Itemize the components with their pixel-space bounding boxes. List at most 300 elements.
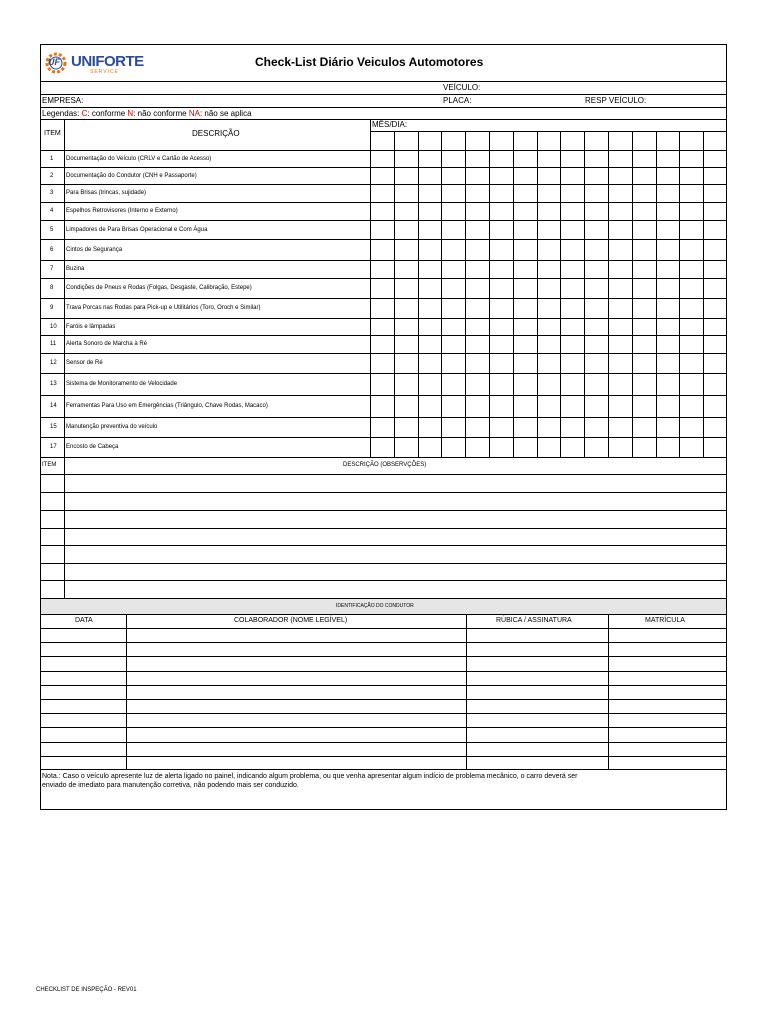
checklist-cell[interactable] bbox=[513, 184, 537, 202]
checklist-cell[interactable] bbox=[370, 353, 394, 373]
driver-entry-row[interactable] bbox=[41, 671, 726, 685]
checklist-cell[interactable] bbox=[679, 373, 703, 395]
checklist-cell[interactable] bbox=[679, 239, 703, 260]
checklist-cell[interactable] bbox=[513, 318, 537, 335]
checklist-item-description: Sistema de Monitoramento de Velocidade bbox=[66, 381, 178, 387]
checklist-cell[interactable] bbox=[394, 318, 418, 335]
checklist-cell[interactable] bbox=[441, 260, 465, 278]
driver-entry-row[interactable] bbox=[41, 742, 726, 756]
checklist-cell[interactable] bbox=[537, 335, 561, 353]
checklist-cell[interactable] bbox=[489, 373, 513, 395]
checklist-cell[interactable] bbox=[441, 298, 465, 318]
checklist-cell[interactable] bbox=[656, 220, 680, 239]
checklist-cell[interactable] bbox=[632, 239, 656, 260]
checklist-cell[interactable] bbox=[465, 167, 489, 184]
note-top bbox=[40, 769, 727, 770]
checklist-cell[interactable] bbox=[394, 278, 418, 298]
checklist-cell[interactable] bbox=[584, 335, 608, 353]
checklist-cell[interactable] bbox=[656, 150, 680, 167]
checklist-cell[interactable] bbox=[513, 417, 537, 437]
checklist-cell[interactable] bbox=[513, 395, 537, 417]
checklist-cell[interactable] bbox=[632, 437, 656, 457]
checklist-item-number: 2 bbox=[50, 172, 54, 179]
checklist-cell[interactable] bbox=[679, 220, 703, 239]
checklist-day-col-line bbox=[608, 131, 609, 457]
checklist-cell[interactable] bbox=[465, 278, 489, 298]
checklist-cell[interactable] bbox=[560, 353, 584, 373]
checklist-cell[interactable] bbox=[632, 260, 656, 278]
checklist-cell[interactable] bbox=[537, 395, 561, 417]
checklist-cell[interactable] bbox=[513, 220, 537, 239]
checklist-cell[interactable] bbox=[703, 373, 727, 395]
checklist-cell[interactable] bbox=[441, 318, 465, 335]
checklist-cell[interactable] bbox=[489, 184, 513, 202]
checklist-cell[interactable] bbox=[679, 417, 703, 437]
checklist-cell[interactable] bbox=[537, 202, 561, 220]
checklist-cell[interactable] bbox=[608, 417, 632, 437]
checklist-cell[interactable] bbox=[608, 150, 632, 167]
driver-entry-row[interactable] bbox=[41, 727, 726, 741]
checklist-cell[interactable] bbox=[537, 184, 561, 202]
checklist-cell[interactable] bbox=[513, 167, 537, 184]
checklist-item-description: Espelhos Retrovisores (Interno e Externo) bbox=[66, 208, 178, 214]
checklist-cell[interactable] bbox=[703, 167, 727, 184]
checklist-cell[interactable] bbox=[394, 417, 418, 437]
checklist-item-description: Ferramentas Para Uso em Emergências (Triângulo, Chave Rodas, Macaco) bbox=[66, 403, 268, 409]
obs-entry-field[interactable] bbox=[65, 545, 726, 563]
checklist-cell[interactable] bbox=[441, 167, 465, 184]
checklist-cell[interactable] bbox=[465, 437, 489, 457]
checklist-cell[interactable] bbox=[632, 220, 656, 239]
checklist-cell[interactable] bbox=[584, 373, 608, 395]
placa-label: PLACA: bbox=[443, 96, 472, 105]
obs-desc-header: DESCRIÇÃO (OBSERVÇÕES) bbox=[343, 462, 427, 468]
checklist-day-col-line bbox=[703, 131, 704, 457]
checklist-cell[interactable] bbox=[656, 260, 680, 278]
checklist-cell[interactable] bbox=[679, 184, 703, 202]
checklist-item-description: Documentação do Condutor (CNH e Passaporte) bbox=[66, 172, 197, 179]
checklist-cell[interactable] bbox=[608, 167, 632, 184]
checklist-cell[interactable] bbox=[489, 417, 513, 437]
checklist-cell[interactable] bbox=[465, 373, 489, 395]
checklist-cell[interactable] bbox=[703, 202, 727, 220]
checklist-cell[interactable] bbox=[703, 260, 727, 278]
checklist-cell[interactable] bbox=[465, 239, 489, 260]
checklist-cell[interactable] bbox=[418, 167, 442, 184]
obs-entry-field[interactable] bbox=[65, 492, 726, 510]
checklist-cell[interactable] bbox=[394, 260, 418, 278]
checklist-cell[interactable] bbox=[370, 373, 394, 395]
checklist-cell[interactable] bbox=[679, 437, 703, 457]
checklist-cell[interactable] bbox=[703, 437, 727, 457]
checklist-cell[interactable] bbox=[537, 239, 561, 260]
checklist-cell[interactable] bbox=[560, 298, 584, 318]
checklist-cell[interactable] bbox=[418, 278, 442, 298]
checklist-cell[interactable] bbox=[608, 353, 632, 373]
checklist-cell[interactable] bbox=[608, 184, 632, 202]
driver-entry-row[interactable] bbox=[41, 685, 726, 699]
checklist-cell[interactable] bbox=[370, 184, 394, 202]
checklist-cell[interactable] bbox=[679, 318, 703, 335]
checklist-cell[interactable] bbox=[370, 335, 394, 353]
driver-entry-row[interactable] bbox=[41, 642, 726, 656]
checklist-cell[interactable] bbox=[679, 395, 703, 417]
checklist-cell[interactable] bbox=[656, 335, 680, 353]
checklist-cell[interactable] bbox=[584, 260, 608, 278]
checklist-cell[interactable] bbox=[584, 417, 608, 437]
checklist-cell[interactable] bbox=[513, 373, 537, 395]
obs-entry-field[interactable] bbox=[65, 510, 726, 528]
checklist-cell[interactable] bbox=[703, 150, 727, 167]
checklist-cell[interactable] bbox=[632, 395, 656, 417]
checklist-cell[interactable] bbox=[608, 318, 632, 335]
checklist-cell[interactable] bbox=[370, 417, 394, 437]
checklist-item-description: Documentação do Veículo (CRLV e Cartão de Acesso) bbox=[66, 155, 212, 162]
driver-section-title: IDENTIFICAÇÃO DO CONDUTOR bbox=[336, 603, 414, 609]
checklist-cell[interactable] bbox=[489, 278, 513, 298]
checklist-cell[interactable] bbox=[537, 298, 561, 318]
checklist-cell[interactable] bbox=[418, 395, 442, 417]
checklist-cell[interactable] bbox=[632, 298, 656, 318]
checklist-cell[interactable] bbox=[584, 167, 608, 184]
checklist-cell[interactable] bbox=[608, 278, 632, 298]
checklist-cell[interactable] bbox=[370, 167, 394, 184]
checklist-cell[interactable] bbox=[703, 318, 727, 335]
checklist-cell[interactable] bbox=[537, 437, 561, 457]
checklist-cell[interactable] bbox=[537, 278, 561, 298]
checklist-cell[interactable] bbox=[703, 278, 727, 298]
checklist-cell[interactable] bbox=[394, 202, 418, 220]
checklist-cell[interactable] bbox=[632, 335, 656, 353]
checklist-cell[interactable] bbox=[465, 417, 489, 437]
checklist-cell[interactable] bbox=[441, 417, 465, 437]
checklist-cell[interactable] bbox=[656, 395, 680, 417]
checklist-cell[interactable] bbox=[560, 239, 584, 260]
checklist-cell[interactable] bbox=[489, 239, 513, 260]
checklist-cell[interactable] bbox=[632, 318, 656, 335]
checklist-cell[interactable] bbox=[560, 395, 584, 417]
resp-veiculo-label: RESP VEÍCULO: bbox=[585, 96, 647, 105]
checklist-cell[interactable] bbox=[441, 184, 465, 202]
checklist-cell[interactable] bbox=[703, 220, 727, 239]
checklist-cell[interactable] bbox=[394, 335, 418, 353]
checklist-cell[interactable] bbox=[394, 220, 418, 239]
checklist-cell[interactable] bbox=[418, 184, 442, 202]
checklist-cell[interactable] bbox=[584, 150, 608, 167]
checklist-item-number: 15 bbox=[50, 424, 57, 430]
checklist-cell[interactable] bbox=[489, 335, 513, 353]
checklist-cell[interactable] bbox=[418, 335, 442, 353]
checklist-cell[interactable] bbox=[632, 150, 656, 167]
checklist-cell[interactable] bbox=[584, 278, 608, 298]
checklist-item-description: Faróis e lâmpadas bbox=[66, 323, 116, 330]
checklist-cell[interactable] bbox=[489, 395, 513, 417]
checklist-cell[interactable] bbox=[489, 437, 513, 457]
checklist-cell[interactable] bbox=[465, 298, 489, 318]
checklist-cell[interactable] bbox=[441, 353, 465, 373]
checklist-cell[interactable] bbox=[465, 202, 489, 220]
checklist-day-col-line bbox=[513, 131, 514, 457]
checklist-cell[interactable] bbox=[608, 298, 632, 318]
checklist-cell[interactable] bbox=[465, 150, 489, 167]
checklist-cell[interactable] bbox=[560, 335, 584, 353]
checklist-cell[interactable] bbox=[656, 239, 680, 260]
checklist-cell[interactable] bbox=[703, 184, 727, 202]
checklist-item-number: 5 bbox=[50, 226, 54, 233]
logo-mark: UF bbox=[48, 57, 60, 67]
checklist-cell[interactable] bbox=[370, 260, 394, 278]
checklist-cell[interactable] bbox=[394, 353, 418, 373]
checklist-cell[interactable] bbox=[656, 373, 680, 395]
checklist-cell[interactable] bbox=[370, 202, 394, 220]
checklist-cell[interactable] bbox=[632, 417, 656, 437]
checklist-cell[interactable] bbox=[418, 437, 442, 457]
checklist-cell[interactable] bbox=[370, 437, 394, 457]
checklist-cell[interactable] bbox=[513, 353, 537, 373]
checklist-cell[interactable] bbox=[394, 298, 418, 318]
checklist-cell[interactable] bbox=[537, 220, 561, 239]
checklist-cell[interactable] bbox=[584, 184, 608, 202]
checklist-cell[interactable] bbox=[441, 278, 465, 298]
obs-entry-field[interactable] bbox=[65, 528, 726, 545]
checklist-day-col-line bbox=[679, 131, 680, 457]
checklist-cell[interactable] bbox=[584, 353, 608, 373]
checklist-cell[interactable] bbox=[489, 260, 513, 278]
checklist-cell[interactable] bbox=[679, 167, 703, 184]
checklist-cell[interactable] bbox=[370, 278, 394, 298]
checklist-cell[interactable] bbox=[513, 278, 537, 298]
checklist-cell[interactable] bbox=[394, 184, 418, 202]
checklist-item-description: Trava Porcas nas Rodas para Pick-up e Utilitários (Toro, Oroch e Similar) bbox=[66, 305, 261, 311]
checklist-cell[interactable] bbox=[489, 298, 513, 318]
checklist-cell[interactable] bbox=[584, 437, 608, 457]
checklist-cell[interactable] bbox=[513, 260, 537, 278]
checklist-cell[interactable] bbox=[656, 202, 680, 220]
checklist-cell[interactable] bbox=[632, 184, 656, 202]
checklist-cell[interactable] bbox=[370, 298, 394, 318]
checklist-cell[interactable] bbox=[465, 318, 489, 335]
checklist-cell[interactable] bbox=[608, 437, 632, 457]
checklist-cell[interactable] bbox=[418, 220, 442, 239]
checklist-cell[interactable] bbox=[418, 150, 442, 167]
checklist-cell[interactable] bbox=[513, 202, 537, 220]
checklist-cell[interactable] bbox=[608, 239, 632, 260]
checklist-cell[interactable] bbox=[584, 202, 608, 220]
checklist-cell[interactable] bbox=[489, 318, 513, 335]
checklist-item-number: 13 bbox=[50, 381, 57, 387]
checklist-cell[interactable] bbox=[584, 395, 608, 417]
checklist-item-description: Encosto de Cabeça bbox=[66, 444, 119, 450]
checklist-cell[interactable] bbox=[656, 353, 680, 373]
checklist-cell[interactable] bbox=[584, 239, 608, 260]
checklist-cell[interactable] bbox=[537, 318, 561, 335]
checklist-cell[interactable] bbox=[656, 318, 680, 335]
checklist-cell[interactable] bbox=[656, 417, 680, 437]
checklist-cell[interactable] bbox=[656, 437, 680, 457]
checklist-cell[interactable] bbox=[608, 335, 632, 353]
checklist-cell[interactable] bbox=[465, 353, 489, 373]
driver-entry-row[interactable] bbox=[41, 656, 726, 670]
checklist-cell[interactable] bbox=[679, 335, 703, 353]
checklist-cell[interactable] bbox=[679, 202, 703, 220]
checklist-cell[interactable] bbox=[560, 278, 584, 298]
checklist-cell[interactable] bbox=[632, 373, 656, 395]
checklist-cell[interactable] bbox=[679, 298, 703, 318]
checklist-cell[interactable] bbox=[370, 395, 394, 417]
legend-na-text: : não se aplica bbox=[199, 109, 252, 118]
checklist-cell[interactable] bbox=[465, 220, 489, 239]
obs-entry-field[interactable] bbox=[65, 563, 726, 580]
checklist-item-number: 10 bbox=[50, 323, 57, 330]
checklist-cell[interactable] bbox=[608, 220, 632, 239]
checklist-cell[interactable] bbox=[560, 318, 584, 335]
legend-n-text: : não conforme bbox=[133, 109, 187, 118]
checklist-cell[interactable] bbox=[632, 353, 656, 373]
checklist-cell[interactable] bbox=[560, 184, 584, 202]
checklist-desc-header: DESCRIÇÃO bbox=[192, 129, 240, 138]
checklist-cell[interactable] bbox=[560, 150, 584, 167]
checklist-cell[interactable] bbox=[608, 373, 632, 395]
checklist-cell[interactable] bbox=[394, 167, 418, 184]
checklist-cell[interactable] bbox=[560, 202, 584, 220]
checklist-cell[interactable] bbox=[584, 220, 608, 239]
checklist-cell[interactable] bbox=[489, 202, 513, 220]
checklist-day-col-line bbox=[584, 131, 585, 457]
item-col-line bbox=[64, 119, 65, 457]
checklist-cell[interactable] bbox=[703, 239, 727, 260]
checklist-cell[interactable] bbox=[537, 167, 561, 184]
checklist-item-number: 14 bbox=[50, 403, 57, 409]
checklist-cell[interactable] bbox=[537, 260, 561, 278]
checklist-cell[interactable] bbox=[584, 298, 608, 318]
checklist-cell[interactable] bbox=[465, 395, 489, 417]
checklist-cell[interactable] bbox=[441, 150, 465, 167]
checklist-cell[interactable] bbox=[370, 239, 394, 260]
checklist-cell[interactable] bbox=[632, 202, 656, 220]
obs-entry-field[interactable] bbox=[65, 580, 726, 598]
checklist-cell[interactable] bbox=[394, 239, 418, 260]
legend-c: C bbox=[81, 109, 88, 118]
checklist-cell[interactable] bbox=[418, 353, 442, 373]
checklist-cell[interactable] bbox=[465, 335, 489, 353]
checklist-cell[interactable] bbox=[370, 150, 394, 167]
driver-row-divider bbox=[40, 756, 727, 757]
checklist-cell[interactable] bbox=[703, 335, 727, 353]
checklist-cell[interactable] bbox=[441, 437, 465, 457]
checklist-cell[interactable] bbox=[465, 260, 489, 278]
veiculo-label: VEÍCULO: bbox=[443, 83, 481, 92]
checklist-cell[interactable] bbox=[489, 353, 513, 373]
checklist-cell[interactable] bbox=[608, 395, 632, 417]
logo-text: UNIFORTE bbox=[71, 53, 144, 70]
logo-sub: SERVICE bbox=[90, 69, 119, 75]
checklist-cell[interactable] bbox=[560, 373, 584, 395]
checklist-cell[interactable] bbox=[394, 150, 418, 167]
checklist-cell[interactable] bbox=[584, 318, 608, 335]
checklist-cell[interactable] bbox=[560, 220, 584, 239]
checklist-cell[interactable] bbox=[418, 318, 442, 335]
checklist-cell[interactable] bbox=[679, 278, 703, 298]
checklist-cell[interactable] bbox=[489, 167, 513, 184]
checklist-cell[interactable] bbox=[608, 260, 632, 278]
checklist-cell[interactable] bbox=[560, 417, 584, 437]
checklist-item-number: 6 bbox=[50, 246, 54, 253]
checklist-cell[interactable] bbox=[703, 298, 727, 318]
checklist-cell[interactable] bbox=[608, 202, 632, 220]
driver-entry-row[interactable] bbox=[41, 713, 726, 727]
checklist-cell[interactable] bbox=[394, 437, 418, 457]
checklist-cell[interactable] bbox=[418, 239, 442, 260]
checklist-cell[interactable] bbox=[560, 167, 584, 184]
driver-col-rubrica: RÚBICA / ASSINATURA bbox=[496, 617, 572, 624]
checklist-cell[interactable] bbox=[537, 373, 561, 395]
checklist-cell[interactable] bbox=[679, 150, 703, 167]
checklist-cell[interactable] bbox=[632, 167, 656, 184]
obs-top bbox=[40, 457, 727, 458]
checklist-cell[interactable] bbox=[441, 395, 465, 417]
checklist-cell[interactable] bbox=[537, 417, 561, 437]
checklist-cell[interactable] bbox=[513, 239, 537, 260]
checklist-cell[interactable] bbox=[513, 150, 537, 167]
checklist-cell[interactable] bbox=[441, 373, 465, 395]
checklist-cell[interactable] bbox=[537, 353, 561, 373]
checklist-cell[interactable] bbox=[632, 278, 656, 298]
checklist-cell[interactable] bbox=[418, 202, 442, 220]
checklist-cell[interactable] bbox=[703, 395, 727, 417]
checklist-cell[interactable] bbox=[441, 239, 465, 260]
checklist-cell[interactable] bbox=[656, 184, 680, 202]
checklist-cell[interactable] bbox=[656, 278, 680, 298]
checklist-cell[interactable] bbox=[418, 298, 442, 318]
checklist-cell[interactable] bbox=[679, 260, 703, 278]
checklist-day-col-line bbox=[489, 131, 490, 457]
checklist-cell[interactable] bbox=[489, 150, 513, 167]
checklist-cell[interactable] bbox=[394, 395, 418, 417]
checklist-cell[interactable] bbox=[703, 353, 727, 373]
checklist-cell[interactable] bbox=[394, 373, 418, 395]
checklist-item-number: 17 bbox=[50, 444, 57, 450]
driver-entry-row[interactable] bbox=[41, 699, 726, 713]
driver-entry-row[interactable] bbox=[41, 628, 726, 642]
checklist-cell[interactable] bbox=[370, 220, 394, 239]
checklist-cell[interactable] bbox=[537, 150, 561, 167]
checklist-cell[interactable] bbox=[441, 335, 465, 353]
checklist-cell[interactable] bbox=[513, 437, 537, 457]
checklist-cell[interactable] bbox=[418, 373, 442, 395]
checklist-cell[interactable] bbox=[703, 417, 727, 437]
checklist-cell[interactable] bbox=[513, 335, 537, 353]
checklist-cell[interactable] bbox=[560, 437, 584, 457]
checklist-cell[interactable] bbox=[441, 202, 465, 220]
checklist-cell[interactable] bbox=[656, 167, 680, 184]
checklist-cell[interactable] bbox=[560, 260, 584, 278]
checklist-item-description: Buzina bbox=[66, 266, 85, 272]
checklist-cell[interactable] bbox=[656, 298, 680, 318]
checklist-cell[interactable] bbox=[513, 298, 537, 318]
checklist-cell[interactable] bbox=[418, 417, 442, 437]
company-logo bbox=[44, 52, 144, 76]
checklist-item-description: Limpadores de Para Brisas Operacional e Com Água bbox=[66, 226, 208, 233]
checklist-day-col-line bbox=[632, 131, 633, 457]
checklist-cell[interactable] bbox=[418, 260, 442, 278]
checklist-cell[interactable] bbox=[679, 353, 703, 373]
checklist-cell[interactable] bbox=[370, 318, 394, 335]
obs-entry-field[interactable] bbox=[65, 474, 726, 492]
legend-c-text: : conforme bbox=[87, 109, 126, 118]
checklist-cell[interactable] bbox=[489, 220, 513, 239]
checklist-cell[interactable] bbox=[441, 220, 465, 239]
checklist-cell[interactable] bbox=[465, 184, 489, 202]
